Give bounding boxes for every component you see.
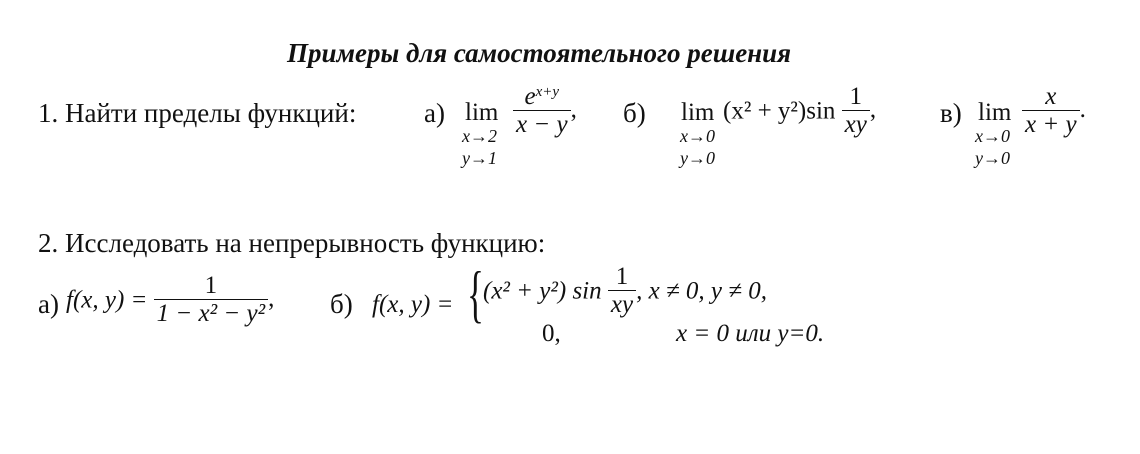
task1-c-label: в) [940,98,962,128]
task2-b-case2-cond: x = 0 или y=0. [676,320,825,347]
frac-num: 1 [615,263,629,290]
task1-a-sub1: x→2 [462,126,497,146]
lhs: f(x, y) = [66,286,148,314]
case1-expr: (x² + y²) sin [483,277,602,305]
task1-b-sub1: x→0 [680,126,715,146]
task1-b-lim: lim [681,99,715,126]
tail: , [869,96,877,124]
task1-a-lim [465,99,498,127]
frac-den: x + y [1022,110,1080,139]
task1-b-expr [723,84,876,139]
frac-den: xy [842,110,870,139]
page-title: Примеры для самостоятельного решения [287,38,792,68]
tail: , [570,96,577,124]
task1-c-sub2: y→0 [975,148,1010,168]
task2-intro: 2. Исследовать на непрерывность функцию: [38,228,546,258]
frac-num: 1 [204,272,218,299]
task2-b-case1 [483,264,767,319]
task1-b-label: б) [623,98,646,128]
left-brace-icon: { [467,258,484,329]
frac-den: xy [608,290,636,319]
frac-den: x − y [513,110,571,139]
task2-b-case2-expr: 0, [542,320,561,347]
task1-a-sub2: y→1 [462,148,497,168]
tail: . [1079,96,1086,124]
task1-c-fraction [1022,84,1086,139]
expr: (x² + y²)sin [723,97,836,125]
task2-b-lhs: f(x, y) = [372,291,454,318]
frac-num: x [1045,83,1057,110]
lim-text: lim [465,99,499,126]
tail: , [268,285,275,313]
task1-c-sub1: x→0 [975,126,1010,146]
frac-num-sup: x+y [535,83,560,100]
task1-b-sub2: y→0 [680,148,715,168]
task2-b-label: б) [330,289,353,319]
task1-c-lim: lim [978,99,1012,126]
task1-intro: 1. Найти пределы функций: [38,98,357,128]
task2-a-expr [66,273,274,328]
frac-num: e [524,83,536,110]
task2-a-label: а) [38,289,59,319]
task1-a-label: а) [424,98,445,128]
case1-cond: , x ≠ 0, y ≠ 0, [636,277,767,305]
frac-den: 1 − x² − y² [154,299,268,328]
task1-a-fraction [513,84,577,139]
frac-num: 1 [849,83,863,110]
